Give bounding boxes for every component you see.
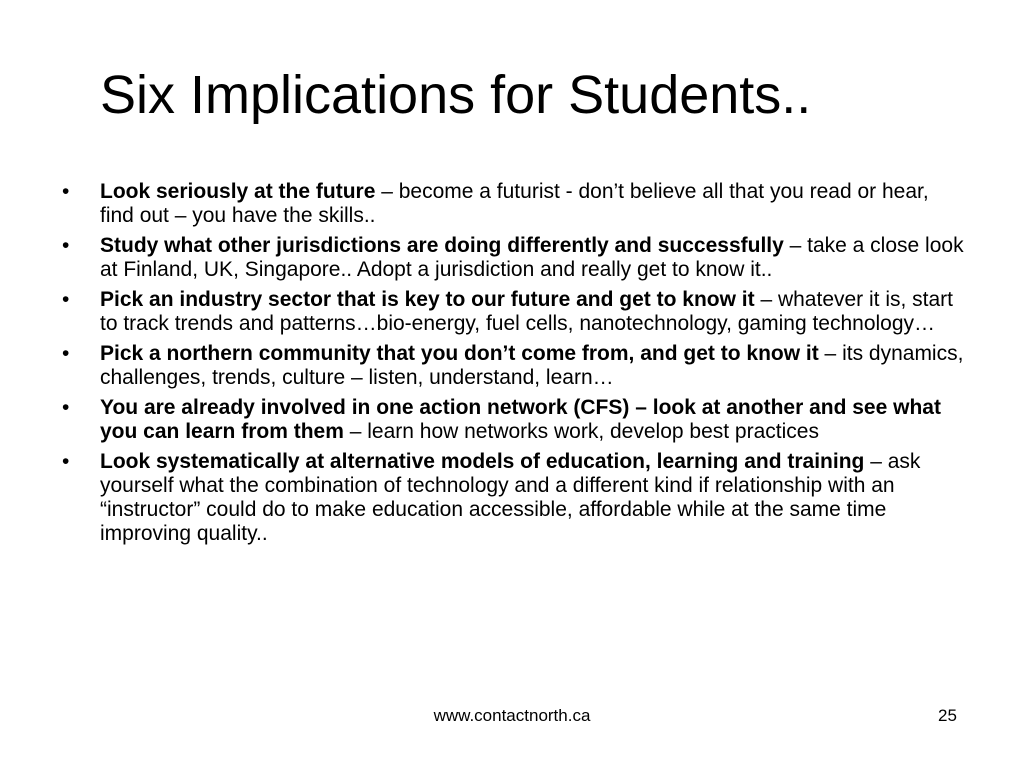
bullet-item-4 bbox=[62, 342, 966, 390]
page-number: 25 bbox=[938, 706, 957, 725]
bullet-list bbox=[62, 180, 966, 552]
bullet-item-1 bbox=[62, 180, 966, 228]
bullet-item-2 bbox=[62, 234, 966, 282]
bullet-lead-text: Look systematically at alternative models of education, learning and training bbox=[100, 450, 865, 473]
bullet-lead-text: Look seriously at the future bbox=[100, 180, 376, 203]
bullet-symbol: • bbox=[62, 396, 70, 419]
bullet-lead-text: Pick a northern community that you don’t come from, and get to know it bbox=[100, 342, 819, 365]
bullet-symbol: • bbox=[62, 342, 70, 365]
bullet-lead-text: Study what other jurisdictions are doing differently and successfully bbox=[100, 234, 784, 257]
slide-title: Six Implications for Students.. bbox=[100, 65, 812, 125]
bullet-body-text: – its dynamics, challenges, trends, culture – listen, understand, learn… bbox=[100, 342, 964, 389]
bullet-item-6 bbox=[62, 450, 966, 546]
bullet-lead-text: You are already involved in one action network (CFS) – look at another and see what you can learn from them bbox=[100, 396, 941, 443]
bullet-item-5 bbox=[62, 396, 966, 444]
bullet-body-text: – learn how networks work, develop best practices bbox=[343, 420, 819, 443]
bullet-symbol: • bbox=[62, 288, 70, 311]
bullet-item-3 bbox=[62, 288, 966, 336]
bullet-lead-text: Pick an industry sector that is key to our future and get to know it bbox=[100, 288, 755, 311]
bullet-body-text: – take a close look at Finland, UK, Singapore.. Adopt a jurisdiction and really get to know it.. bbox=[100, 234, 964, 281]
bullet-symbol: • bbox=[62, 180, 70, 203]
footer-url: www.contactnorth.ca bbox=[433, 706, 591, 725]
bullet-body-text: – ask yourself what the combination of technology and a different kind if relationship with an “instructor” could do to make education accessible, affordable while at the same time improving quality.. bbox=[100, 450, 921, 545]
bullet-body-text: – whatever it is, start to track trends and patterns…bio-energy, fuel cells, nanotechnology, gaming technology… bbox=[100, 288, 954, 335]
bullet-symbol: • bbox=[62, 450, 70, 473]
bullet-body-text: – become a futurist - don’t believe all that you read or hear, find out – you have the skills.. bbox=[100, 180, 929, 227]
bullet-symbol: • bbox=[62, 234, 70, 257]
